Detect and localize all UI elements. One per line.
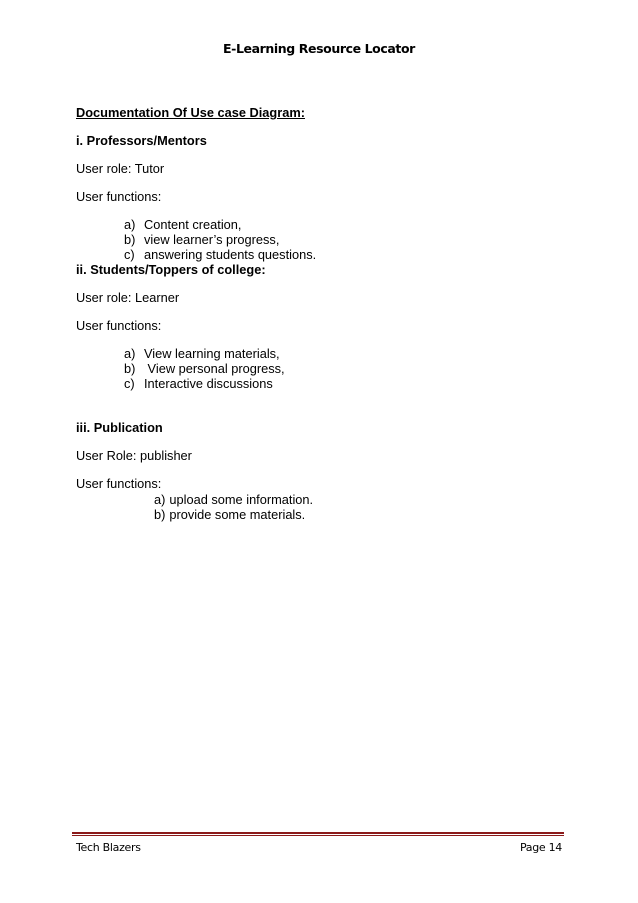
footer-rule [72, 832, 564, 836]
function-list [76, 346, 576, 391]
list-item [76, 492, 576, 507]
list-item-text: provide some materials. [169, 507, 306, 522]
list-item-text: answering students questions. [144, 247, 317, 262]
document-body [76, 105, 576, 522]
function-list [76, 217, 576, 262]
list-marker: a) [124, 217, 136, 232]
document-title: Documentation Of Use case Diagram: [76, 105, 305, 120]
page-header-title: E-Learning Resource Locator [223, 41, 415, 56]
user-role-text: User Role: publisher [76, 448, 192, 463]
section-heading-professors: i. Professors/Mentors [76, 133, 207, 148]
list-marker: b) [124, 361, 136, 376]
user-functions-label: User functions: [76, 318, 162, 333]
list-marker: b) [124, 232, 136, 247]
list-item [76, 247, 576, 262]
list-item [76, 346, 576, 361]
list-item-text: Interactive discussions [144, 376, 273, 391]
footer-page-number: Page 14 [519, 841, 562, 854]
list-item [76, 217, 576, 232]
function-list [76, 492, 576, 522]
list-marker: b) [154, 507, 166, 522]
footer-team-name: Tech Blazers [76, 841, 141, 854]
list-marker: a) [154, 492, 166, 507]
list-marker: a) [124, 346, 136, 361]
list-item-text: Content creation, [144, 217, 242, 232]
list-item-text: View learning materials, [144, 346, 280, 361]
list-item-text: view learner’s progress, [144, 232, 280, 247]
user-functions-label: User functions: [76, 189, 162, 204]
section-heading-students: ii. Students/Toppers of college: [76, 262, 266, 277]
list-item-text: View personal progress, [144, 361, 285, 376]
list-item [76, 361, 576, 376]
user-role-text: User role: Tutor [76, 161, 165, 176]
list-marker: c) [124, 376, 135, 391]
list-item [76, 507, 576, 522]
section-heading-publication: iii. Publication [76, 420, 163, 435]
list-item [76, 232, 576, 247]
list-marker: c) [124, 247, 135, 262]
list-item-text: upload some information. [169, 492, 314, 507]
user-role-text: User role: Learner [76, 290, 180, 305]
user-functions-label: User functions: [76, 476, 162, 491]
list-item [76, 376, 576, 391]
